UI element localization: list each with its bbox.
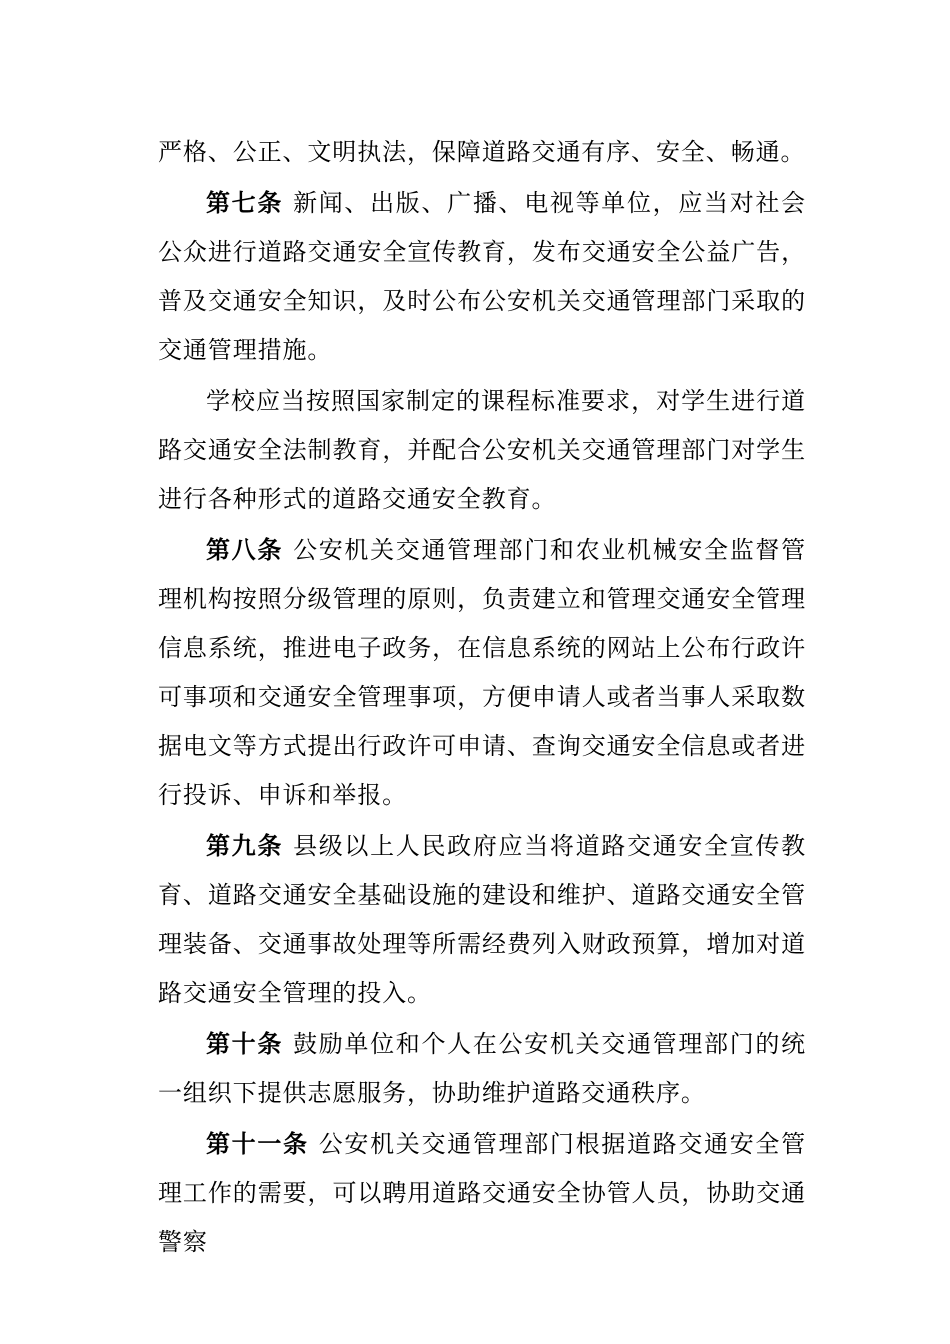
article-7-paragraph-2 bbox=[158, 377, 806, 524]
article-11-paragraph bbox=[158, 1120, 806, 1267]
paragraph-text: 学校应当按照国家制定的课程标准要求，对学生进行道路交通安全法制教育，并配合公安机关交通管理部门对学生进行各种形式的道路交通安全教育。 bbox=[158, 387, 806, 513]
article-10-paragraph bbox=[158, 1020, 806, 1118]
article-number: 第九条 bbox=[206, 832, 284, 860]
article-number: 第十一条 bbox=[206, 1130, 309, 1158]
paragraph-text: 严格、公正、文明执法，保障道路交通有序、安全、畅通。 bbox=[158, 138, 806, 166]
paragraph-text: 鼓励单位和个人在公安机关交通管理部门的统一组织下提供志愿服务，协助维护道路交通秩序。 bbox=[158, 1030, 806, 1107]
document-page bbox=[158, 128, 806, 1267]
article-number: 第十条 bbox=[206, 1030, 284, 1058]
article-7-paragraph bbox=[158, 179, 806, 375]
paragraph-text: 县级以上人民政府应当将道路交通安全宣传教育、道路交通安全基础设施的建设和维护、道路交通安全管理装备、交通事故处理等所需经费列入财政预算，增加对道路交通安全管理的投入。 bbox=[158, 832, 806, 1007]
article-8-paragraph bbox=[158, 526, 806, 820]
paragraph-continuation bbox=[158, 128, 806, 177]
paragraph-text: 公安机关交通管理部门根据道路交通安全管理工作的需要，可以聘用道路交通安全协管人员，协助交通警察 bbox=[158, 1130, 806, 1256]
paragraph-text: 公安机关交通管理部门和农业机械安全监督管理机构按照分级管理的原则，负责建立和管理交通安全管理信息系统，推进电子政务，在信息系统的网站上公布行政许可事项和交通安全管理事项，方便申请人或者当事人采取数据电文等方式提出行政许可申请、查询交通安全信息或者进行投诉、申诉和举报。 bbox=[158, 536, 806, 809]
article-9-paragraph bbox=[158, 822, 806, 1018]
paragraph-text: 新闻、出版、广播、电视等单位，应当对社会公众进行道路交通安全宣传教育，发布交通安全公益广告，普及交通安全知识，及时公布公安机关交通管理部门采取的交通管理措施。 bbox=[158, 189, 806, 364]
article-number: 第八条 bbox=[206, 536, 284, 564]
article-number: 第七条 bbox=[206, 189, 284, 217]
